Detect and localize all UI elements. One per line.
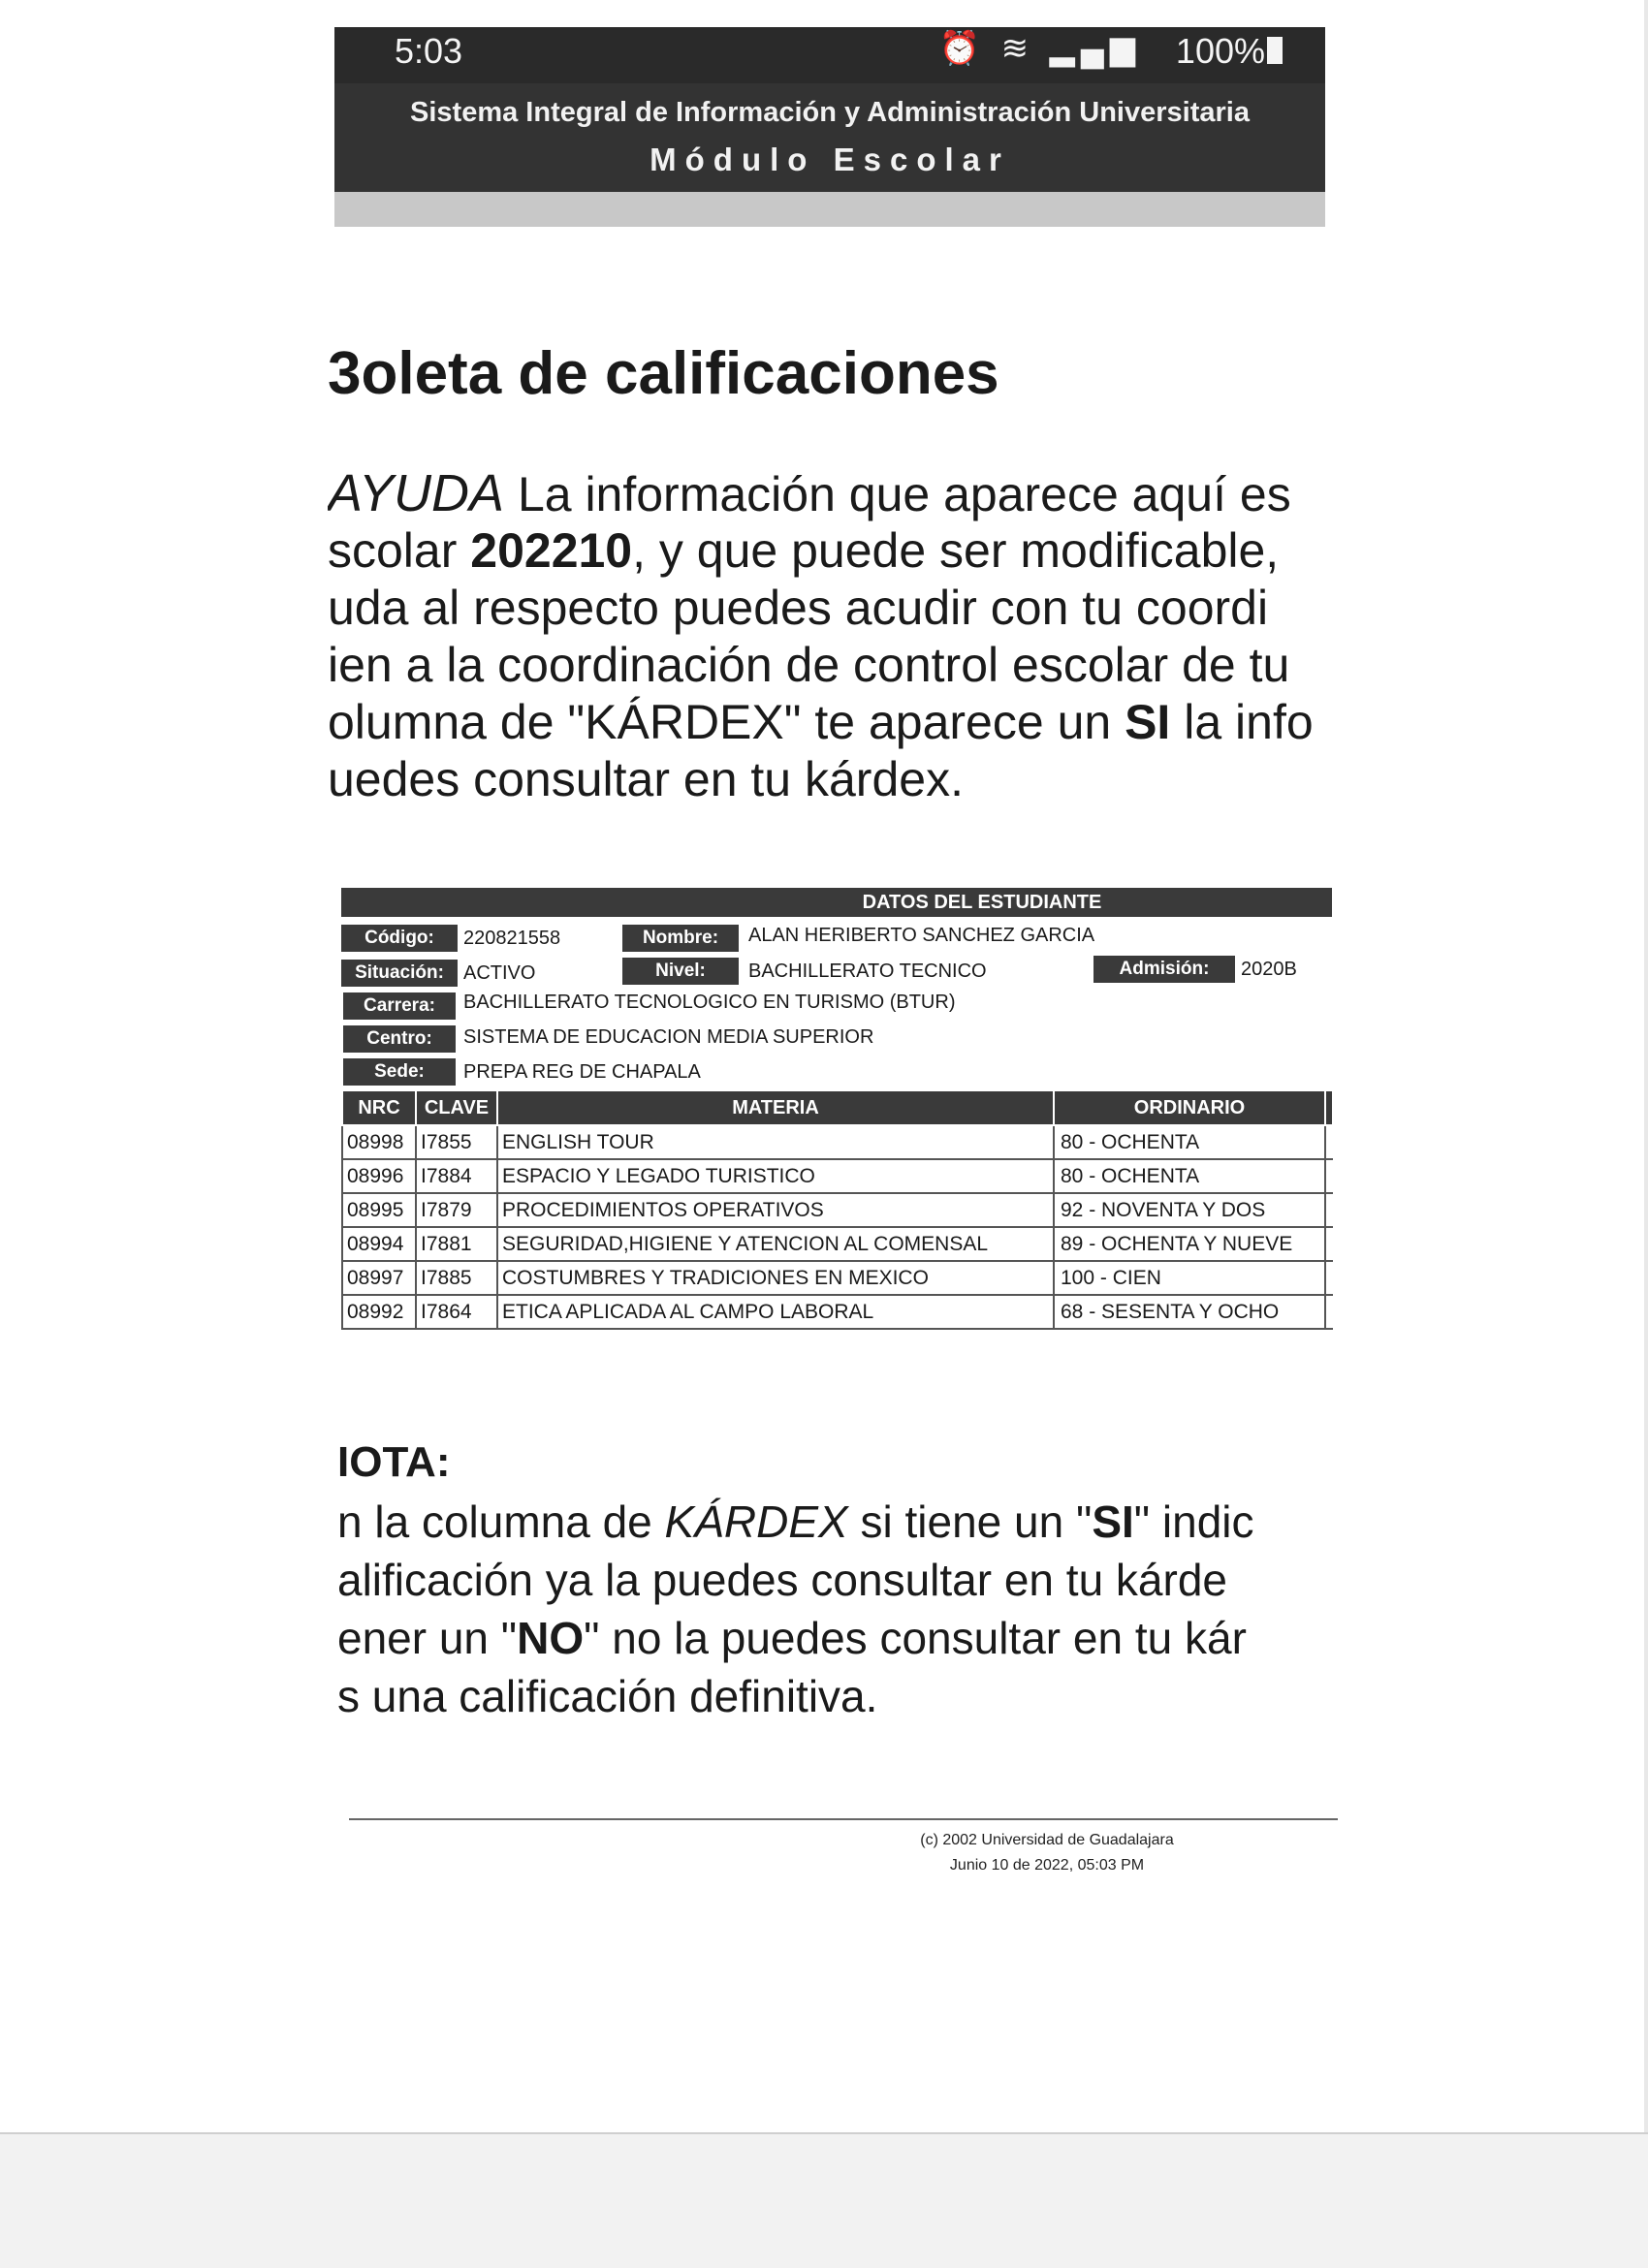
help-line: ien a la coordinación de control escolar de tu: [328, 638, 1290, 692]
nota-title: IOTA:: [337, 1438, 451, 1486]
nota-line: ener un "NO" no la puedes consultar en tu kár: [337, 1613, 1247, 1663]
codigo-label: Código:: [341, 925, 458, 952]
codigo-value: 220821558: [463, 928, 561, 949]
cut-off-header: [1325, 1090, 1333, 1125]
ordinario-cell: 80 - OCHENTA: [1054, 1159, 1325, 1193]
sede-label: Sede:: [343, 1058, 456, 1086]
system-name: Sistema Integral de Información y Administración Universitaria: [410, 97, 1250, 128]
footer-copyright: (c) 2002 Universidad de Guadalajara: [920, 1832, 1174, 1848]
materia-cell: ESPACIO Y LEGADO TURISTICO: [497, 1159, 1054, 1193]
clave-cell: I7885: [416, 1261, 497, 1295]
clave-cell: I7855: [416, 1125, 497, 1159]
nota-line: alificación ya la puedes consultar en tu kárde: [337, 1555, 1228, 1605]
nrc-cell: 08997: [342, 1261, 416, 1295]
nombre-value: ALAN HERIBERTO SANCHEZ GARCIA: [748, 925, 1095, 946]
alarm-icon: ⏰: [938, 30, 987, 67]
sede-value: PREPA REG DE CHAPALA: [463, 1061, 701, 1083]
nombre-label: Nombre:: [622, 925, 739, 952]
footer-divider: [349, 1818, 1338, 1820]
admision-value: 2020B: [1241, 959, 1297, 980]
cut-off-cell: [1325, 1227, 1333, 1261]
table-row: [342, 1227, 1333, 1261]
centro-value: SISTEMA DE EDUCACION MEDIA SUPERIOR: [463, 1026, 874, 1048]
ordinario-cell: 100 - CIEN: [1054, 1261, 1325, 1295]
materia-cell: ENGLISH TOUR: [497, 1125, 1054, 1159]
scan-edge: [1644, 0, 1648, 2132]
materia-cell: PROCEDIMIENTOS OPERATIVOS: [497, 1193, 1054, 1227]
help-line: olumna de "KÁRDEX" te aparece un SI la info: [328, 695, 1314, 749]
table-row: [342, 1193, 1333, 1227]
centro-label: Centro:: [343, 1025, 456, 1053]
materia-header: MATERIA: [497, 1090, 1054, 1125]
nrc-cell: 08998: [342, 1125, 416, 1159]
ordinario-cell: 92 - NOVENTA Y DOS: [1054, 1193, 1325, 1227]
nrc-cell: 08995: [342, 1193, 416, 1227]
phone-status-bar: [334, 27, 1325, 83]
signal-icon: ▂▄▆: [1049, 30, 1141, 67]
ordinario-cell: 80 - OCHENTA: [1054, 1125, 1325, 1159]
nivel-label: Nivel:: [622, 958, 739, 985]
situacion-label: Situación:: [341, 960, 458, 987]
table-row: [342, 1295, 1333, 1329]
header-divider: [334, 192, 1325, 227]
clave-cell: I7879: [416, 1193, 497, 1227]
grades-table: [341, 1089, 1334, 1330]
status-time: 5:03: [395, 31, 463, 71]
nota-text: [337, 1493, 1326, 1725]
footer-date: Junio 10 de 2022, 05:03 PM: [949, 1857, 1145, 1874]
cut-off-cell: [1325, 1193, 1333, 1227]
nota-line: n la columna de KÁRDEX si tiene un "SI" indic: [337, 1496, 1254, 1547]
help-line: AYUDA La información que aparece aquí es: [328, 465, 1291, 522]
table-header-row: [342, 1090, 1333, 1125]
cut-off-cell: [1325, 1159, 1333, 1193]
page-title: 3oleta de calificaciones: [328, 340, 999, 407]
help-line: uedes consultar en tu kárdex.: [328, 752, 964, 806]
battery-percentage: 100%: [1175, 31, 1265, 71]
materia-cell: COSTUMBRES Y TRADICIONES EN MEXICO: [497, 1261, 1054, 1295]
clave-cell: I7864: [416, 1295, 497, 1329]
carrera-label: Carrera:: [343, 992, 456, 1020]
nivel-value: BACHILLERATO TECNICO: [748, 961, 987, 982]
scan-margin: [0, 2132, 1648, 2268]
wifi-icon: ≋: [1000, 30, 1035, 67]
situacion-value: ACTIVO: [463, 962, 536, 984]
nota-line: s una calificación definitiva.: [337, 1671, 878, 1721]
clave-cell: I7881: [416, 1227, 497, 1261]
ordinario-header: ORDINARIO: [1054, 1090, 1325, 1125]
panel-title: DATOS DEL ESTUDIANTE: [341, 888, 1332, 917]
clave-header: CLAVE: [416, 1090, 497, 1125]
nrc-cell: 08994: [342, 1227, 416, 1261]
carrera-value: BACHILLERATO TECNOLOGICO EN TURISMO (BTUR): [463, 992, 956, 1013]
table-row: [342, 1261, 1333, 1295]
nrc-cell: 08992: [342, 1295, 416, 1329]
table-row: [342, 1125, 1333, 1159]
help-text: [328, 465, 1324, 808]
nrc-header: NRC: [342, 1090, 416, 1125]
battery-icon: [1267, 37, 1283, 64]
cut-off-cell: [1325, 1125, 1333, 1159]
admision-label: Admisión:: [1093, 956, 1235, 983]
table-row: [342, 1159, 1333, 1193]
ordinario-cell: 68 - SESENTA Y OCHO: [1054, 1295, 1325, 1329]
clave-cell: I7884: [416, 1159, 497, 1193]
cut-off-cell: [1325, 1295, 1333, 1329]
cut-off-cell: [1325, 1261, 1333, 1295]
materia-cell: SEGURIDAD,HIGIENE Y ATENCION AL COMENSAL: [497, 1227, 1054, 1261]
help-line: scolar 202210, y que puede ser modificable,: [328, 523, 1280, 578]
status-icons: [939, 29, 1141, 68]
materia-cell: ETICA APLICADA AL CAMPO LABORAL: [497, 1295, 1054, 1329]
module-name: Módulo Escolar: [650, 142, 1010, 177]
app-header: [334, 83, 1325, 192]
help-line: uda al respecto puedes acudir con tu coordi: [328, 581, 1269, 635]
nrc-cell: 08996: [342, 1159, 416, 1193]
ordinario-cell: 89 - OCHENTA Y NUEVE: [1054, 1227, 1325, 1261]
